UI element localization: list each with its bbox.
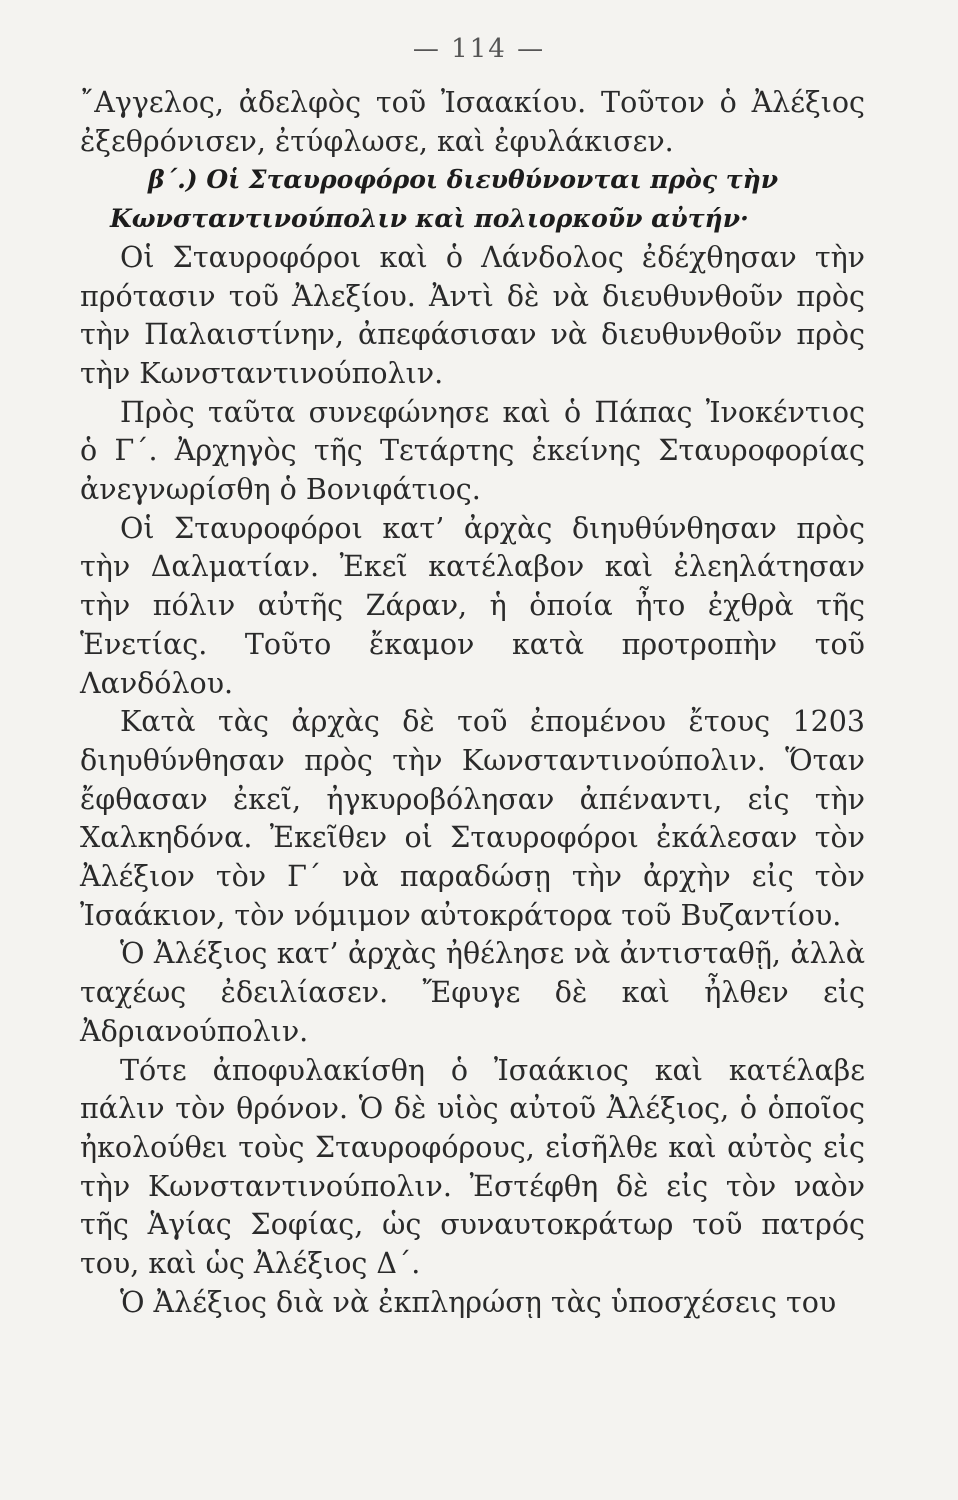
section-heading — [80, 161, 865, 238]
paragraph: Ὁ Ἀλέξιος κατ’ ἀρχὰς ἠθέλησε νὰ ἀντισταθῇ, ἀλλὰ ταχέως ἐδειλίασεν. Ἔφυγε δὲ καὶ ἦλθεν εἰς Ἀδριανούπολιν. — [80, 937, 865, 1048]
page-number: — 114 — — [412, 34, 546, 64]
page-body — [80, 84, 865, 1323]
paragraph: Ὁ Ἀλέξιος διὰ νὰ ἐκπληρώσῃ τὰς ὑποσχέσεις του — [120, 1285, 837, 1319]
section-heading-line-1: β΄.) Οἱ Σταυροφόροι διευθύνονται πρὸς τὴν — [148, 165, 779, 195]
paragraph: Οἱ Σταυροφόροι καὶ ὁ Λάνδολος ἐδέχθησαν τὴν πρότασιν τοῦ Ἀλεξίου. Ἀντὶ δὲ νὰ διευθυνθοῦν πρὸς τὴν Παλαιστίνην, ἀπεφάσισαν νὰ διευθυνθοῦν πρὸς τὴν Κωνσταντινούπολιν. — [80, 240, 865, 390]
paragraph: Κατὰ τὰς ἀρχὰς δὲ τοῦ ἐπομένου ἔτους 1203 διηυθύνθησαν πρὸς τὴν Κωνσταντινούπολιν. Ὅταν ἔφθασαν ἐκεῖ, ἠγκυροβόλησαν ἀπέναντι, εἰς τὴν Χαλκηδόνα. Ἐκεῖθεν οἱ Σταυροφόροι ἐκάλεσαν τὸν Ἀλέξιον τὸν Γ΄ νὰ παραδώσῃ τὴν ἀρχὴν εἰς τὸν Ἰσαάκιον, τὸν νόμιμον αὐτοκράτορα τοῦ Βυζαντίου. — [80, 705, 865, 932]
section-heading-line-2: Κωνσταντινούπολιν καὶ πολιορκοῦν αὐτήν· — [110, 204, 749, 234]
paragraph: Τότε ἀποφυλακίσθη ὁ Ἰσαάκιος καὶ κατέλαβε πάλιν τὸν θρόνον. Ὁ δὲ υἱὸς αὐτοῦ Ἀλέξιος, ὁ ὁποῖος ἠκολούθει τοὺς Σταυροφόρους, εἰσῆλθε καὶ αὐτὸς εἰς τὴν Κωνσταντινούπολιν. Ἐστέφθη δὲ εἰς τὸν ναὸν τῆς Ἁγίας Σοφίας, ὡς συναυτοκράτωρ τοῦ πατρός του, καὶ ὡς Ἀλέξιος Δ΄. — [80, 1053, 865, 1281]
paragraph-continuation: ῎Αγγελος, ἀδελφὸς τοῦ Ἰσαακίου. Τοῦτον ὁ Ἀλέξιος ἐξεθρόνισεν, ἐτύφλωσε, καὶ ἐφυλάκισεν. — [80, 86, 865, 158]
paragraph: Πρὸς ταῦτα συνεφώνησε καὶ ὁ Πάπας Ἰνοκέντιος ὁ Γ΄. Ἀρχηγὸς τῆς Τετάρτης ἐκείνης Σταυροφορίας ἀνεγνωρίσθη ὁ Βονιφάτιος. — [80, 395, 865, 507]
paragraph: Οἱ Σταυροφόροι κατ’ ἀρχὰς διηυθύνθησαν πρὸς τὴν Δαλματίαν. Ἐκεῖ κατέλαβον καὶ ἐλεηλάτησαν τὴν πόλιν αὐτῆς Ζάραν, ἡ ὁποία ἦτο ἐχθρὰ τῆς Ἑνετίας. Τοῦτο ἔκαμον κατὰ προτροπὴν τοῦ Λανδόλου. — [80, 511, 865, 700]
